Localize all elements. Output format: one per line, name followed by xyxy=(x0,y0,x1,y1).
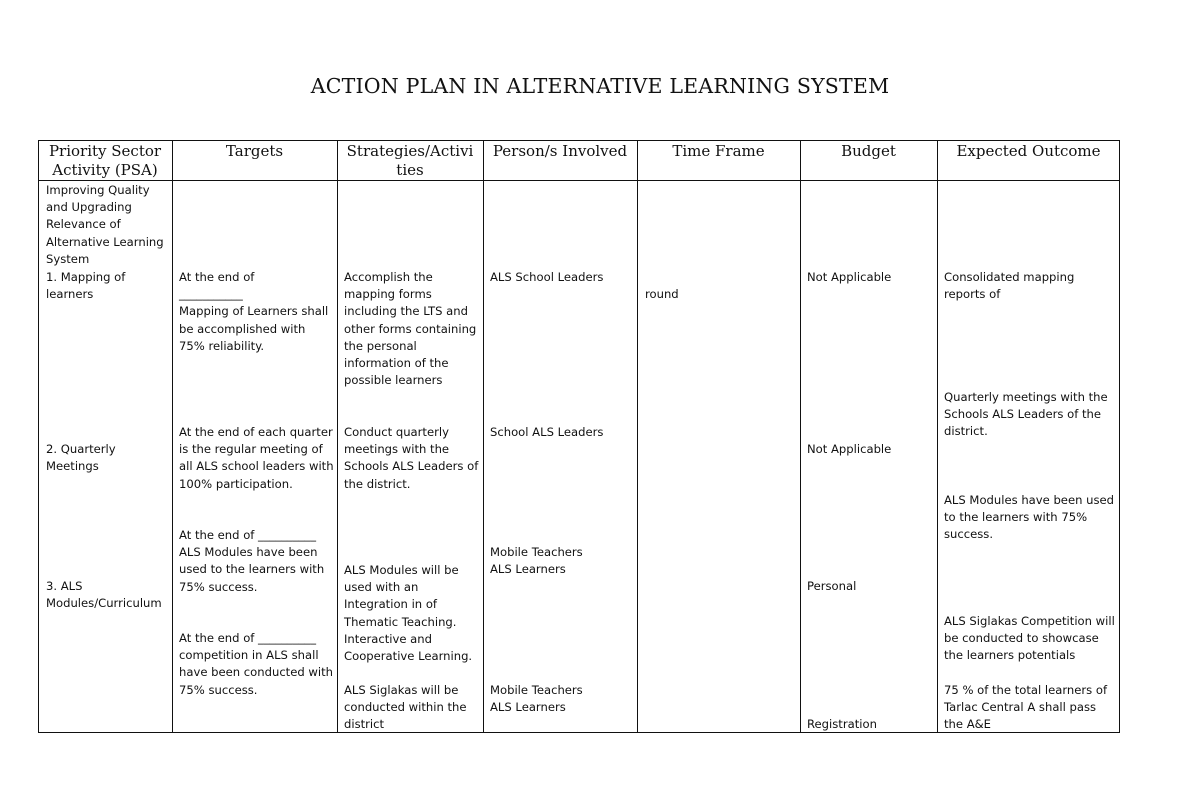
budget-meetings: Not Applicable xyxy=(807,442,892,456)
psa-intro: Improving Quality and Upgrading Relevance of Alternative Learning System xyxy=(46,183,164,266)
outcome-competition: ALS Siglakas Competition will be conducted to showcase the learners potentials xyxy=(944,614,1115,663)
header-persons: Person/s Involved xyxy=(492,142,628,160)
column-divider xyxy=(800,140,801,733)
outcome-passing: 75 % of the total learners of Tarlac Central A shall pass the A&E xyxy=(944,683,1108,732)
column-divider xyxy=(637,140,638,733)
outcome-meetings: Quarterly meetings with the Schools ALS Leaders of the district. xyxy=(944,390,1108,439)
budget-modules: Personal xyxy=(807,579,857,593)
psa-item-meetings: 2. Quarterly Meetings xyxy=(46,442,116,474)
header-timeframe: Time Frame xyxy=(672,142,765,160)
person-siglakas: Mobile Teachers ALS Learners xyxy=(490,683,583,715)
person-meetings: School ALS Leaders xyxy=(490,425,604,439)
psa-item-modules: 3. ALS Modules/Curriculum xyxy=(46,579,162,611)
strategy-meetings: Conduct quarterly meetings with the Schools ALS Leaders of the district. xyxy=(344,425,479,491)
outcome-modules: ALS Modules have been used to the learners with 75% success. xyxy=(944,493,1114,542)
document-title: ACTION PLAN IN ALTERNATIVE LEARNING SYSTEM xyxy=(310,74,890,98)
target-mapping: At the end of ___________ Mapping of Learners shall be accomplished with 75% reliability. xyxy=(179,270,329,353)
header-divider xyxy=(38,180,1120,181)
person-mapping: ALS School Leaders xyxy=(490,270,604,284)
column-divider xyxy=(483,140,484,733)
column-divider xyxy=(337,140,338,733)
psa-item-mapping: 1. Mapping of learners xyxy=(46,270,126,302)
outcome-mapping: Consolidated mapping reports of xyxy=(944,270,1075,302)
timeframe-mapping: round xyxy=(645,287,679,301)
budget-siglakas: Registration xyxy=(807,717,877,731)
header-targets: Targets xyxy=(225,142,284,160)
header-psa: Priority Sector Activity (PSA) xyxy=(48,142,162,179)
target-modules: At the end of __________ ALS Modules have been used to the learners with 75% success. xyxy=(179,528,325,594)
strategy-mapping: Accomplish the mapping forms including the LTS and other forms containing the personal information of the possible learners xyxy=(344,270,477,388)
person-modules: Mobile Teachers ALS Learners xyxy=(490,545,583,577)
column-divider xyxy=(937,140,938,733)
header-outcome: Expected Outcome xyxy=(956,142,1101,160)
header-budget: Budget xyxy=(841,142,896,160)
strategy-siglakas: ALS Siglakas will be conducted within the district xyxy=(344,683,467,732)
target-meetings: At the end of each quarter is the regular meeting of all ALS school leaders with 100% participation. xyxy=(179,425,334,491)
column-divider xyxy=(172,140,173,733)
target-competition: At the end of __________ competition in ALS shall have been conducted with 75% success. xyxy=(179,631,334,697)
header-strategies: Strategies/Activi ties xyxy=(346,142,474,179)
budget-mapping: Not Applicable xyxy=(807,270,892,284)
strategy-modules: ALS Modules will be used with an Integration in of Thematic Teaching. Interactive and Cooperative Learning. xyxy=(344,563,473,664)
